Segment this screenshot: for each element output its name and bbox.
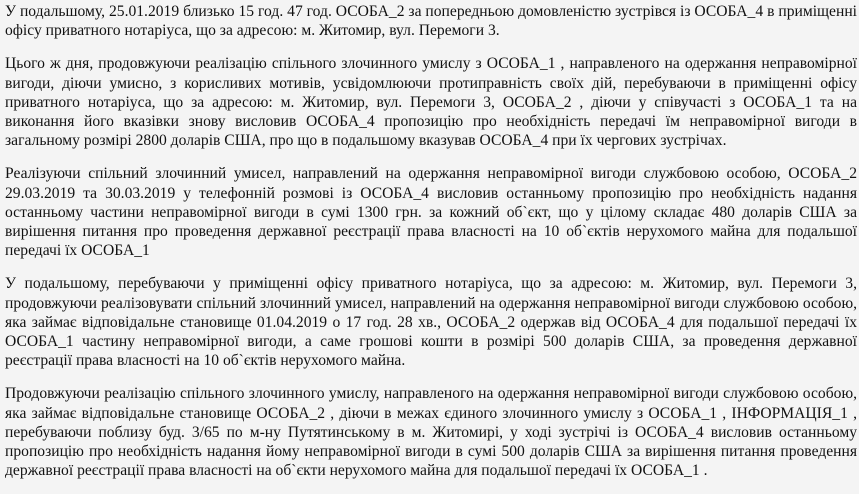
document-body xyxy=(5,0,857,494)
paragraph: У подальшому, перебуваючи у приміщенні офісу приватного нотаріуса, що за адресою: м. Житомир, вул. Перемоги 3, продовжуючи реалізовувати спільний злочинний умисел, направлений на одержання неправомірної вигоди службовою особою, яка займає відповідальне становище 01.04.2019 о 17 год. 28 хв., ОСОБА_2 одержав від ОСОБА_4 для подальшої передачі їх ОСОБА_1 частину неправомірної вигоди, а саме грошові кошти в розмірі 500 доларів США, за проведення державної реєстрації права власності на 10 об`єктів нерухомого майна. xyxy=(5,275,857,370)
paragraph: Реалізуючи спільний злочинний умисел, направлений на одержання неправомірної вигоди службовою особою, ОСОБА_2 29.03.2019 та 30.03.2019 у телефонній розмові із ОСОБА_4 висловив останньому пропозицію про необхідність надання останньому частини неправомірної вигоди в сумі 1300 грн. за кожний об`єкт, що у цілому складає 480 доларів США за вирішення питання про проведення державної реєстрації права власності на 10 об`єктів нерухомого майна для подальшої передачі їх ОСОБА_1 xyxy=(5,165,857,260)
paragraph: Продовжуючи реалізацію спільного злочинного умислу, направленого на одержання неправомірної вигоди службовою особою, яка займає відповідальне становище ОСОБА_2 , діючи в межах єдиного злочинного умислу з ОСОБА_1 , ІНФОРМАЦІЯ_1 , перебуваючи поблизу буд. 3/65 по м-ну Путятинському в м. Житомирі, у ході зустрічі із ОСОБА_4 висловив останньому пропозицію про необхідність надання йому неправомірної вигоди в сумі 500 доларів США за вирішення питання проведення державної реєстрації права власності на об`єкти нерухомого майна для подальшої передачі їх ОСОБА_1 . xyxy=(5,385,857,480)
paragraph: Цього ж дня, продовжуючи реалізацію спільного злочинного умислу з ОСОБА_1 , направленого на одержання неправомірної вигоди, діючи умисно, з корисливих мотивів, усвідомлюючи протиправність своїх дій, перебуваючи в приміщенні офісу приватного нотаріуса, що за адресою: м. Житомир, вул. Перемоги 3, ОСОБА_2 , діючи у співучасті з ОСОБА_1 та на виконання його вказівки знову висловив ОСОБА_4 пропозицію про необхідність передачі їм неправомірної вигоди в загальному розмірі 2800 доларів США, про що в подальшому вказував ОСОБА_4 при їх чергових зустрічах. xyxy=(5,55,857,150)
paragraph: У подальшому, 25.01.2019 близько 15 год. 47 год. ОСОБА_2 за попередньою домовленістю зустрівся із ОСОБА_4 в приміщенні офісу приватного нотаріуса, що за адресою: м. Житомир, вул. Перемоги 3. xyxy=(5,3,857,40)
